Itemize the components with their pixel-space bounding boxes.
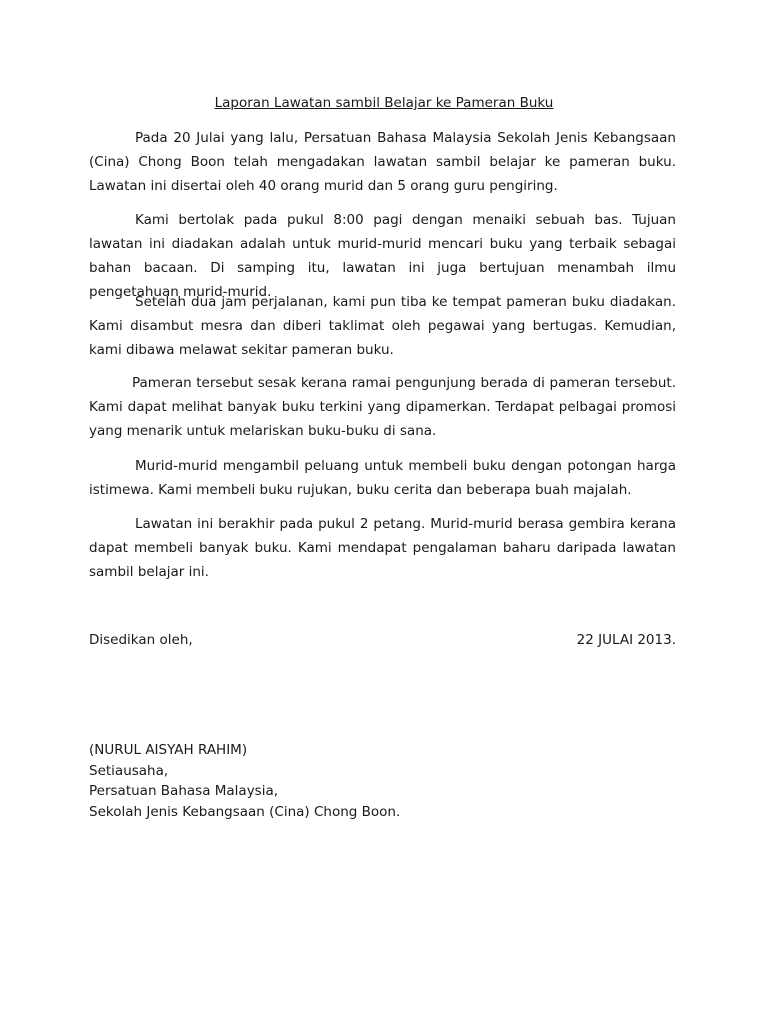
prepared-by-label: Disedikan oleh, [89, 632, 193, 648]
signature-block [89, 740, 400, 822]
paragraph-6: Lawatan ini berakhir pada pukul 2 petang. Murid-murid berasa gembira kerana dapat membeli banyak buku. Kami mendapat pengalaman baharu daripada lawatan sambil belajar ini. [89, 516, 676, 580]
paragraph-2: Kami bertolak pada pukul 8:00 pagi dengan menaiki sebuah bas. Tujuan lawatan ini diadakan adalah untuk murid-murid mencari buku yang terbaik sebagai bahan bacaan. Di samping itu, lawatan ini juga bertujuan menambah ilmu pengetahuan murid-murid. [89, 212, 676, 300]
report-date: 22 JULAI 2013. [576, 632, 676, 648]
paragraph-4: Pameran tersebut sesak kerana ramai pengunjung berada di pameran tersebut. Kami dapat melihat banyak buku terkini yang dipamerkan. Terdapat pelbagai promosi yang menarik untuk melariskan buku-buku di sana. [89, 375, 676, 439]
signatory-organization: Persatuan Bahasa Malaysia, [89, 783, 279, 799]
report-title: Laporan Lawatan sambil Belajar ke Pameran Buku [214, 95, 554, 111]
paragraph-1: Pada 20 Julai yang lalu, Persatuan Bahasa Malaysia Sekolah Jenis Kebangsaan (Cina) Chong Boon telah mengadakan lawatan sambil belajar ke pameran buku. Lawatan ini disertai oleh 40 orang murid dan 5 orang guru pengiring. [89, 130, 676, 194]
paragraph-5: Murid-murid mengambil peluang untuk membeli buku dengan potongan harga istimewa. Kami membeli buku rujukan, buku cerita dan beberapa buah majalah. [89, 458, 676, 498]
paragraph-3: Setelah dua jam perjalanan, kami pun tiba ke tempat pameran buku diadakan. Kami disambut mesra dan diberi taklimat oleh pegawai yang bertugas. Kemudian, kami dibawa melawat sekitar pameran buku. [89, 294, 676, 358]
signatory-name: (NURUL AISYAH RAHIM) [89, 742, 248, 758]
signatory-position: Setiausaha, [89, 762, 169, 779]
signatory-school: Sekolah Jenis Kebangsaan (Cina) Chong Boon. [89, 803, 401, 820]
